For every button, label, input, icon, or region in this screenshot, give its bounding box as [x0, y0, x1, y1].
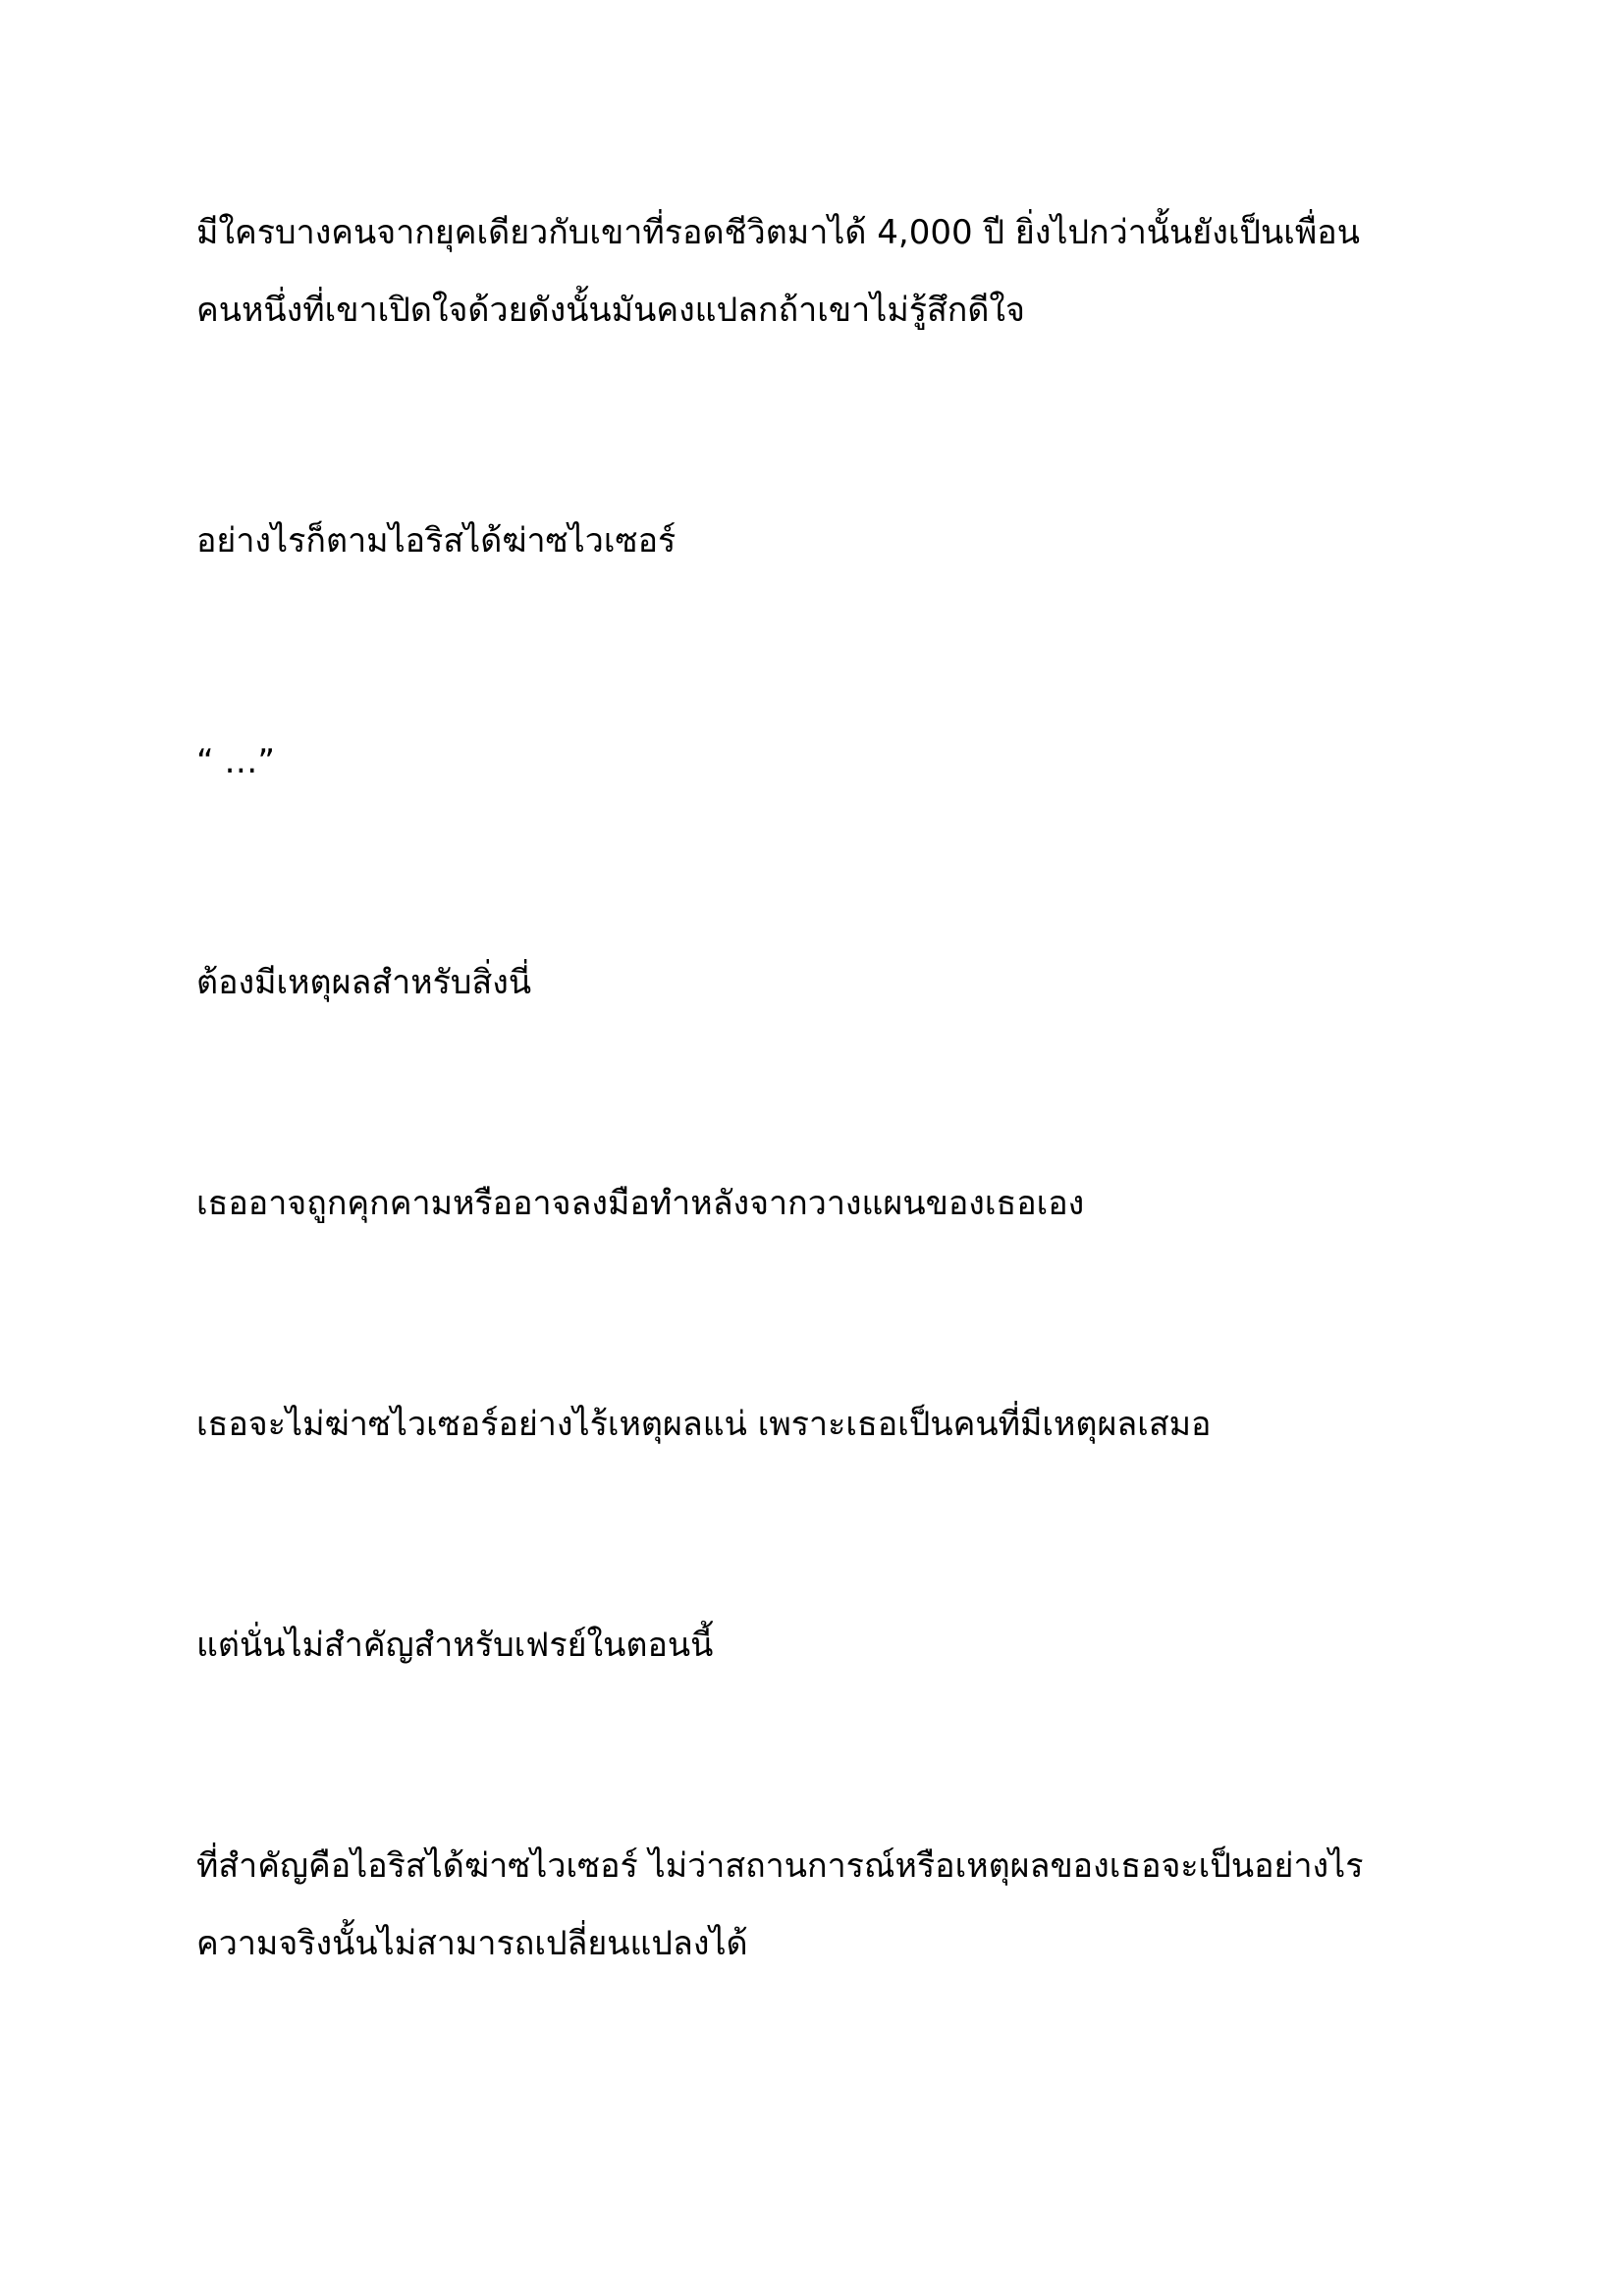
text-line: เธอจะไม่ฆ่าซไวเซอร์อย่างไร้เหตุผลแน่ เพราะเธอเป็นคนที่มีเหตุผลเสมอ: [196, 1405, 1212, 1444]
text-line: อย่างไรก็ตามไอริสได้ฆ่าซไวเซอร์: [196, 521, 677, 561]
paragraph-7: [196, 1607, 1453, 1684]
text-line: ที่สำคัญคือไอริสได้ฆ่าซไวเซอร์ ไม่ว่าสถานการณ์หรือเหตุผลของเธอจะเป็นอย่างไร: [196, 1846, 1364, 1886]
paragraph-5: [196, 1165, 1453, 1243]
paragraph-8: [196, 1828, 1453, 1983]
paragraph-2: [196, 503, 1453, 580]
text-line: เธออาจถูกคุกคามหรืออาจลงมือทำหลังจากวางแผนของเธอเอง: [196, 1184, 1085, 1223]
paragraph-4: [196, 944, 1453, 1022]
text-line: “ …”: [196, 742, 276, 781]
paragraph-3: [196, 723, 1453, 801]
text-line: แต่นั่นไม่สำคัญสำหรับเฟรย์ในตอนนี้: [196, 1626, 714, 1665]
paragraph-6: [196, 1386, 1453, 1464]
text-line: ความจริงนั้นไม่สามารถเปลี่ยนแปลงได้: [196, 1924, 748, 1963]
text-line: มีใครบางคนจากยุคเดียวกับเขาที่รอดชีวิตมาได้ 4,000 ปี ยิ่งไปกว่านั้นยังเป็นเพื่อน: [196, 213, 1360, 252]
text-line: คนหนึ่งที่เขาเปิดใจด้วยดังนั้นมันคงแปลกถ้าเขาไม่รู้สึกดีใจ: [196, 291, 1025, 330]
paragraph-1: [196, 194, 1453, 349]
text-line: ต้องมีเหตุผลสำหรับสิ่งนี่: [196, 963, 532, 1002]
